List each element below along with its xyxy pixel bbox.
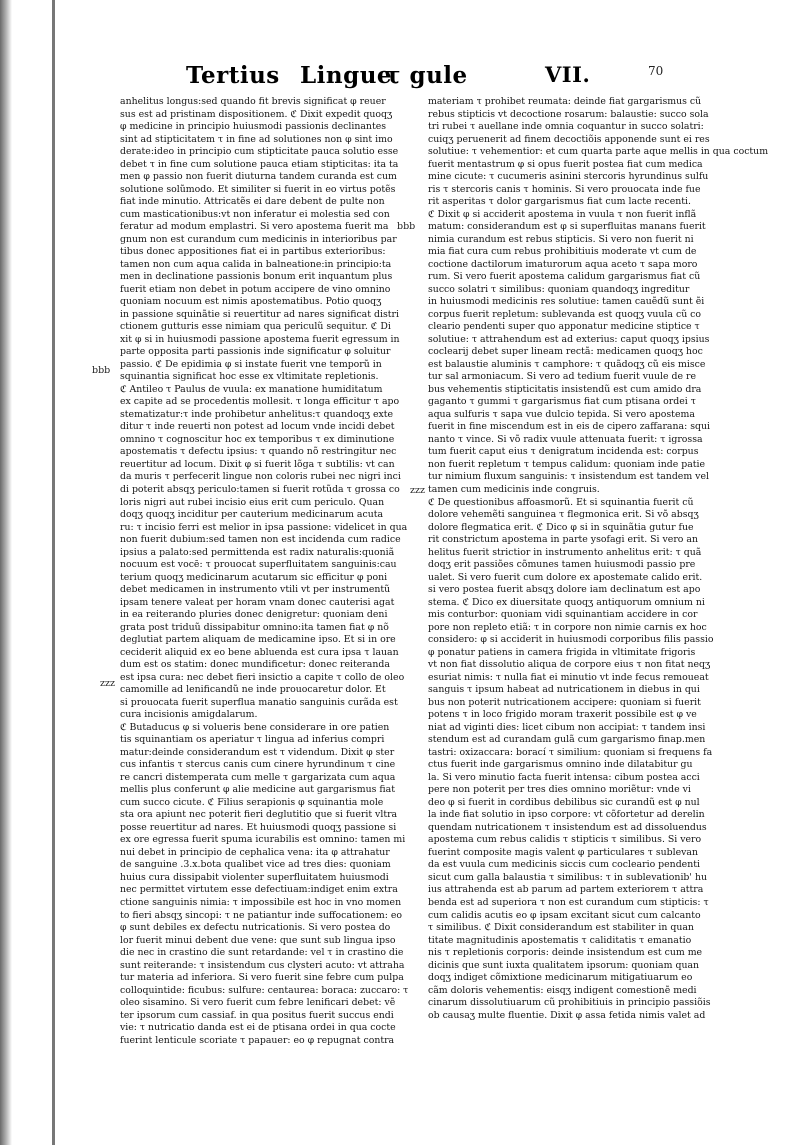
text-line: mine cicute: τ cucumeris asinini stercoris hyrundinus sulfu [428, 171, 709, 183]
folio-number: 70 [648, 64, 664, 78]
text-line: cum succo cicute. ℭ Filius serapionis φ squinantia mole [120, 796, 384, 808]
text-line: est ipsa cura: nec debet fieri insictio a capite τ collo de oleo [120, 671, 405, 683]
text-line: in ea reiterando pluries donec denigretur: quoniam deni [120, 609, 388, 621]
text-line: feratur ad modum emplastri. Si vero apostema fuerit ma [120, 221, 389, 233]
text-line: to fieri absqʒ sincopi: τ ne patiantur inde suffocationem: eo [120, 909, 403, 921]
text-line: φ ponatur patiens in camera frigida in vltimitate frigoris [428, 646, 696, 658]
text-line: pere non poterit per tres dies omnino moriẽtur: vnde vi [428, 784, 691, 796]
text-line: doqʒ quoqʒ inciditur per cauterium medicinarum acuta [120, 509, 384, 521]
page-binding-shadow [0, 0, 12, 1145]
text-line: doqʒ erit passiões cõmunes tamen huiusmodi passio pre [428, 559, 696, 571]
text-line: coclearij debet super lineam rectã: medicamen quoqʒ hoc [428, 346, 703, 358]
text-line: stema. ℭ Dico ex diuersitate quoqʒ antiquorum omnium ni [428, 596, 705, 608]
text-line: nanto τ vince. Si võ radix vuule attenuata fuerit: τ igrossa [428, 433, 703, 445]
text-line: ceciderit aliquid ex eo bene abluenda est cura ipsa τ lauan [120, 646, 399, 658]
header-word-1: Tertius [186, 62, 280, 89]
text-line: die nec in crastino die sunt retardande: vel τ in crastino die [120, 947, 404, 959]
text-line: loris nigri aut rubei incisio eius erit cum periculo. Quan [120, 496, 385, 508]
text-line: posse reuertitur ad nares. Et huiusmodi quoqʒ passione si [120, 821, 397, 833]
text-line: parte opposita parti passionis inde significatur φ soluitur [120, 346, 391, 358]
text-line: helitus fuerit strictior in instrumento anhelitus erit: τ quã [428, 546, 702, 558]
text-line: cuiqʒ peruenerit ad finem decoctiõis apponende sunt ei res [428, 133, 710, 145]
text-line: omnino τ cognoscitur hoc ex temporibus τ ex diminutione [120, 433, 395, 445]
text-line: da est vuula cum medicinis siccis cum cocleario pendenti [428, 859, 700, 871]
text-line: lor fuerit minui debent due vene: que sunt sub lingua ipso [120, 934, 396, 946]
text-line: rit constrictum apostema in parte ysofagi erit. Si vero an [428, 534, 698, 546]
text-line: cum calidis acutis eo φ ipsam excitant sicut cum calcanto [428, 909, 701, 921]
text-line: terium quoqʒ medicinarum acutarum sic efficitur φ poni [120, 571, 388, 583]
text-line: nis τ repletionis corporis: deinde insistendum est cum me [428, 947, 703, 959]
text-line: coctione dactilorum imaturorum aqua aceto τ sapa moro [428, 258, 698, 270]
text-line: mia fiat cura cum rebus prohibitiuis moderate vt cum de [428, 246, 697, 258]
text-line: in huiusmodi medicinis res solutiue: tamen cauẽdũ sunt ẽi [428, 296, 705, 308]
text-line: vie: τ nutricatio danda est ei de ptisana ordei in qua cocte [120, 1022, 396, 1034]
text-line: corpus fuerit repletum: sublevanda est quoqʒ vuula cũ co [428, 308, 702, 320]
text-line: tamen non cum aqua calida in balneatione:in principio:ta [120, 258, 392, 270]
text-line: solutiue: τ vehementior: et cum quarta parte aque mellis in qua coctum [428, 146, 769, 158]
text-line: ius attrahenda est ab parum ad partem exteriorem τ attra [428, 884, 704, 896]
text-line: debet τ in fine cum solutione pauca etiam stipticitas: ita ta [120, 158, 399, 170]
text-line: potens τ in loco frigido moram traxerit possibile est φ ve [428, 709, 697, 721]
text-line: fuerit mentastrum φ si opus fuerit postea fiat cum medica [428, 158, 703, 170]
text-line: non fuerit repletum τ tempus calidum: quoniam inde patie [428, 458, 706, 470]
text-line: materiam τ prohibet reumata: deinde fiat gargarismus cũ [428, 96, 702, 107]
text-line: nocuum est vocē: τ prouocat superfluitatem sanguinis:cau [120, 559, 397, 571]
text-line: derate:ideo in principio cum stipticitate pauca solutio esse [120, 146, 399, 158]
text-line: squinantia significat hoc esse ex vltimitate repletionis. [120, 371, 379, 383]
text-line: la. Si vero minutio facta fuerit intensa: cibum postea acci [428, 771, 700, 783]
text-line: ℭ Butaducus φ si volueris bene considerare in ore patien [120, 721, 390, 733]
right-text-column [428, 96, 769, 1022]
text-line: cura incisionis amigdalarum. [120, 709, 258, 721]
text-line: sus est ad pristinam dispositionem. ℭ Dixit expedit quoqʒ [120, 108, 393, 120]
text-line: rum. Si vero fuerit apostema calidum gargarismus fiat cũ [428, 271, 701, 283]
text-line: ℭ De questionibus affoasmorũ. Et si squinantia fuerit cũ [428, 496, 694, 508]
text-line: ipsius a palato:sed permittenda est radix naturalis:quoniã [120, 546, 395, 558]
text-line: matur:deinde considerandum est τ videndum. Dixit φ ster [120, 746, 395, 758]
margin-rule [52, 0, 55, 1145]
text-line: mis conturbor: quoniam vidi squinantiam accidere in cor [428, 609, 698, 621]
text-line: cinarum dissolutiuarum cũ prohibitiuis in principio passiõis [428, 997, 711, 1009]
text-line: colloquintide: ficubus: sulfure: centaurea: boraca: zuccaro: τ [120, 984, 409, 996]
text-line: tis squinantiam os aperiatur τ lingua ad inferius compri [120, 734, 385, 746]
text-line: tibus donec appositiones fiat ei in partibus exterioribus: [120, 246, 386, 258]
text-line: aqua sulfuris τ sapa vue dulcio tepida. Si vero apostema [428, 408, 695, 420]
margin-marker: zzz [100, 678, 116, 689]
margin-marker: bbb [397, 221, 416, 232]
text-line: non fuerit dubium:sed tamen non est incidenda cum radice [120, 534, 401, 546]
text-line: niat ad viginti dies: licet cibum non accipiat: τ tandem insi [428, 721, 706, 733]
text-line: ctus fuerit inde gargarismus omnino inde dilatabitur gu [428, 759, 693, 771]
text-line: tur sal armoniacum. Si vero ad tedium fuerit vuule de re [428, 371, 697, 383]
text-line: grata post triduũ dissipabitur omnino:ita tamen fiat φ nõ [120, 621, 389, 633]
text-line: ℭ Dixit φ si acciderit apostema in vuula τ non fuerit inflã [428, 208, 697, 220]
text-line: considero: φ si acciderit in huiusmodi corporibus filis passio [428, 634, 714, 646]
text-line: ualet. Si vero fuerit cum dolore ex apostemate calido erit. [428, 571, 703, 583]
text-line: nimia curandum est rebus stipticis. Si vero non fuerit ni [428, 233, 694, 245]
text-line: matum: considerandum est φ si superfluitas manans fuerit [428, 221, 706, 233]
text-line: φ sunt debiles ex defectu nutricationis. Si vero postea do [120, 922, 391, 934]
text-line: quoniam nocuum est nimis apostematibus. Potio quoqʒ [120, 296, 382, 308]
text-line: debet medicamen in instrumento vtili vt per instrumentũ [120, 584, 391, 596]
text-line: ctionem gutturis esse nimiam qua periculũ sequitur. ℭ Di [120, 321, 391, 333]
header-word-2: Lingue [300, 62, 393, 89]
text-line: ter ipsorum cum cassiaf. in qua positus fuerit succus endi [120, 1009, 394, 1021]
text-line: φ medicine in principio huiusmodi passionis declinantes [120, 121, 387, 133]
text-line: di poterit absqʒ periculo:tamen si fuerit rotũda τ grossa co [120, 483, 400, 495]
text-line: re cancri distemperata cum melle τ gargarizata cum aqua [120, 771, 396, 783]
text-line: nui debet in principio de cephalica vena: ita φ attrahatur [120, 846, 390, 858]
text-line: tri rubei τ auellane inde omnia coquantur in succo solatri: [428, 121, 704, 133]
text-line: fuerit etiam non debet in potum accipere de vino omnino [120, 283, 391, 295]
text-line: da muris τ perfecerit lingue non coloris rubei nec nigri inci [120, 471, 401, 483]
text-line: fiat inde minutio. Attricatẽs ei dare debent de pulte non [120, 196, 385, 208]
text-line: bus non poterit nutricationem accipere: quoniam si fuerit [428, 696, 701, 708]
text-line: dolore flegmatica erit. ℭ Dico φ si in squinãtia gutur fue [428, 521, 694, 533]
text-line: solutione solũmodo. Et similiter si fuerit in eo virtus potẽs [120, 183, 396, 195]
text-line: ex ore egressa fuerit spuma icurabilis est omnino: tamen mi [120, 834, 406, 846]
text-line: succo solatri τ similibus: quoniam quandoqʒ ingreditur [428, 283, 690, 295]
text-line: cãm doloris vehementis: eisqʒ indigent comestionẽ medi [428, 984, 697, 996]
text-line: benda est ad superiora τ non est curandum cum stipticis: τ [428, 897, 709, 908]
text-line: est balaustie aluminis τ camphore: τ quãdoqʒ cũ eis misce [428, 358, 706, 370]
chapter-number: VII. [545, 62, 591, 87]
text-line: dum est os statim: donec mundificetur: donec reiteranda [120, 659, 390, 671]
text-line: ℭ Antileo τ Paulus de vuula: ex manatione humiditatum [120, 383, 383, 395]
text-line: nec permittet virtutem esse defectiuam:indiget enim extra [120, 884, 398, 896]
text-line: doqʒ indiget cõmixtione medicinarum mitigatiuarum eo [428, 972, 693, 984]
text-line: dicinis que sunt iuxta qualitatem ipsorum: quoniam quan [428, 959, 700, 971]
text-line: men φ passio non fuerit diuturna tandem curanda est cum [120, 171, 397, 183]
text-line: vt non fiat dissolutio aliqua de corpore eius τ non fitat neqʒ [428, 659, 711, 671]
running-header [0, 62, 800, 92]
text-line: rit asperitas τ dolor gargarismus fiat cum lacte recenti. [428, 196, 692, 208]
text-line: sicut cum galla balaustia τ similibus: τ in sublevationib' hu [428, 871, 707, 883]
text-line: la inde fiat solutio in ipso corpore: vt cõfortetur ad derelin [428, 809, 705, 821]
text-line: ditur τ inde reuerti non potest ad locum vnde incidi debet [120, 421, 395, 433]
text-line: tastri: oxizaccara: borací τ similium: quoniam si frequens fa [428, 746, 713, 758]
text-line: τ similibus. ℭ Dixit considerandum est stabiliter in quan [428, 922, 694, 934]
text-line: esuriat nimis: τ nulla fiat ei minutio vt inde fecus remoueat [428, 671, 709, 683]
text-line: stematizatur:τ inde prohibetur anhelitus:τ quandoqʒ exte [120, 408, 394, 420]
text-line: pore non repleto etiã: τ in corpore non nimie carnis ex hoc [428, 621, 707, 633]
text-line: de sanguine .3.x.bota qualibet vice ad tres dies: quoniam [120, 859, 391, 871]
text-line: passio. ℭ De epidimia φ si instate fuerit vne temporũ in [120, 358, 382, 370]
text-line: tamen cum medicinis inde congruis. [428, 483, 600, 495]
text-line: deglutiat partem aliquam de medicamine ipso. Et si in ore [120, 634, 396, 646]
text-line: sanguis τ ipsum habeat ad nutricationem in diebus in qui [428, 684, 700, 696]
text-line: fuerint composite magis valent φ particulares τ sublevan [428, 846, 699, 858]
text-line: fuerint lenticule scoriate τ papauer: eo φ repugnat contra [120, 1034, 395, 1046]
text-line: ru: τ incisio ferri est melior in ipsa passione: videlicet in qua [120, 521, 408, 533]
text-line: cleario pendenti super quo apponatur medicine stiptice τ [428, 321, 700, 333]
text-line: gaganto τ gummi τ gargarismus fiat cum ptisana ordei τ [428, 396, 696, 408]
text-line: deo φ si fuerit in cordibus debilibus sic curandũ est φ nul [428, 796, 700, 808]
text-line: si prouocata fuerit superflua manatio sanguinis curãda est [120, 696, 398, 708]
text-line: rebus stipticis vt decoctione rosarum: balaustie: succo sola [428, 108, 709, 120]
text-line: men in declinatione passionis bonum erit inquantum plus [120, 271, 393, 283]
text-line: anhelitus longus:sed quando fit brevis significat φ reuer [120, 96, 386, 107]
text-line: xit φ si in huiusmodi passione apostema fuerit egressum in [120, 333, 400, 345]
text-line: oleo sisamino. Si vero fuerit cum febre lenificari debet: vẽ [120, 997, 396, 1009]
text-line: fuerit in fine miscendum est in eis de cipero zaffarana: squi [428, 421, 710, 433]
text-line: reuertitur ad locum. Dixit φ si fuerit lõga τ subtilis: vt can [120, 458, 395, 470]
text-line: stendum est ad curandam gulã cum gargarismo finap.men [428, 734, 706, 746]
text-line: huius cura dissipabit violenter superfluitatem huiusmodi [120, 871, 389, 883]
text-line: si vero postea fuerit absqʒ dolore iam declinatum est apo [428, 584, 701, 596]
text-line: ctione sanguinis nimia: τ impossibile est hoc in vno momen [120, 897, 402, 908]
text-line: sta ora apiunt nec poterit fieri deglutitio que si fuerit vltra [120, 809, 398, 821]
text-line: ris τ stercoris canis τ hominis. Si vero prouocata inde fue [428, 183, 701, 195]
text-line: camomille ad lenificandũ ne inde prouocaretur dolor. Et [120, 684, 386, 696]
text-line: ex capite ad se procedentis mollesit. τ longa efficitur τ apo [120, 396, 400, 408]
margin-marker: zzz [410, 485, 426, 496]
text-line: tur nimium fluxum sanguinis: τ insistendum est tandem vel [428, 471, 709, 483]
text-line: tur materia ad inferiora. Si vero fuerit sine febre cum pulpa [120, 972, 404, 984]
text-line: quendam nutricationem τ insistendum est ad dissoluendus [428, 821, 707, 833]
text-line: cus infantis τ stercus canis cum cinere hyrundinum τ cine [120, 759, 396, 771]
text-line: apostematis τ defectu ipsius: τ quando nõ restringitur nec [120, 446, 397, 458]
header-word-3: τ gule [385, 62, 468, 89]
text-line: ipsam tenere valeat per horam vnam donec cauterisi agat [120, 596, 395, 608]
text-line: tum fuerit caput eius τ denigratum incidenda est: corpus [428, 446, 699, 458]
text-line: bus vehementis stipticitatis insistendũ est cum amido dra [428, 383, 702, 395]
text-line: dolore vehemẽti sanguinea τ flegmonica erit. Si võ absqʒ [428, 509, 699, 521]
text-line: mellis plus conferunt φ alie medicine aut gargarismus fiat [120, 784, 395, 796]
text-line: gnum non est curandum cum medicinis in interioribus par [120, 233, 397, 245]
margin-marker: bbb [92, 365, 111, 376]
text-line: solutiue: τ attrahendum est ad exterius: caput quoqʒ ipsius [428, 333, 710, 345]
text-line: apostema cum rebus calidis τ stipticis τ similibus. Si vero [428, 834, 702, 846]
text-line: ob causaʒ multe fluentie. Dixit φ assa fetida nimis valet ad [428, 1009, 706, 1021]
text-line: cum masticationibus:vt non inferatur ei molestia sed con [120, 208, 390, 220]
text-line: sint ad stipticitatem τ in fine ad solutiones non φ sint imo [120, 133, 393, 145]
text-line: in passione squinãtie si reuertitur ad nares significat distri [120, 308, 399, 320]
text-line: sunt reiterande: τ insistendum cus clysteri acuto: vt attraha [120, 959, 405, 971]
text-line: titate magnitudinis apostematis τ caliditatis τ emanatio [428, 934, 692, 946]
